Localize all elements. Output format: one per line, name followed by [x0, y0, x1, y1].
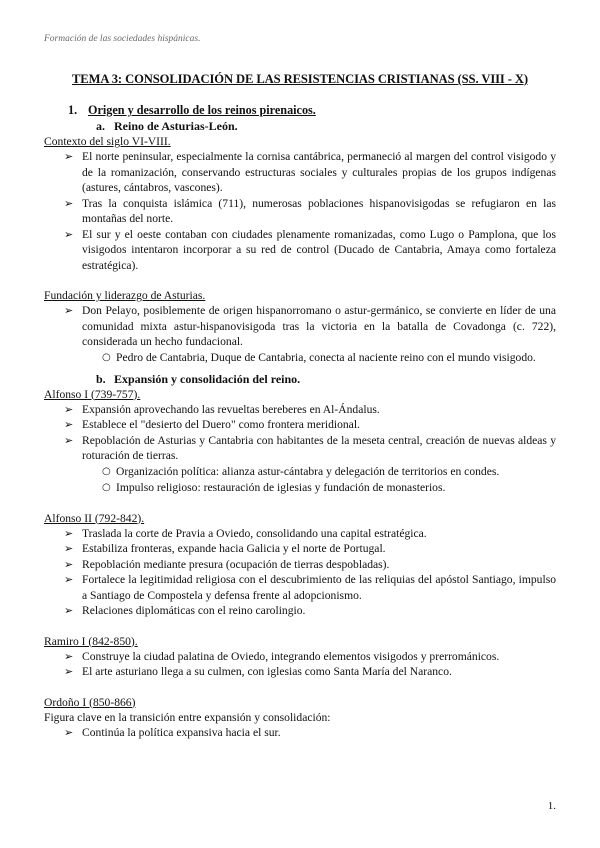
arrow-bullet-icon: ➢: [64, 196, 74, 210]
contexto-list: [44, 149, 556, 273]
arrow-bullet-icon: ➢: [64, 418, 74, 431]
list-item: ➢ Repoblación de Asturias y Cantabria con habitantes de la meseta central, creación de nuevas aldeas y roturación de tierras.: [64, 433, 556, 462]
arrow-bullet-icon: ➢: [64, 557, 74, 571]
list-item: ➢ Repoblación mediante presura (ocupación de tierras despobladas).: [64, 557, 390, 571]
section-heading-1: [68, 102, 556, 118]
circle-bullet-icon: ○: [102, 481, 111, 493]
alfonso-i-sublist: [44, 464, 556, 496]
list-item: ➢ Construye la ciudad palatina de Oviedo, integrando elementos visigodos y prerrománicos.: [64, 649, 500, 663]
list-item: ➢ Establece el "desierto del Duero" como frontera meridional.: [64, 418, 360, 431]
circle-bullet-icon: ○: [102, 465, 111, 477]
heading-alfonso-i: Alfonso I (739-757).: [44, 387, 141, 401]
heading-fundacion: Fundación y liderazgo de Asturias.: [44, 289, 206, 302]
list-item: ➢ Tras la conquista islámica (711), numerosas poblaciones hispanovisigodas se refugiaron en las montañas del norte.: [64, 196, 556, 225]
arrow-bullet-icon: ➢: [64, 542, 74, 555]
page-number: 1.: [547, 800, 556, 812]
arrow-bullet-icon: ➢: [64, 725, 74, 739]
fundacion-sublist: [44, 350, 556, 366]
subsection-number: b.: [96, 371, 106, 386]
circle-bullet-icon: ○: [102, 351, 111, 363]
arrow-bullet-icon: ➢: [64, 665, 74, 678]
arrow-bullet-icon: ➢: [64, 150, 74, 163]
arrow-bullet-icon: ➢: [64, 526, 74, 540]
page-title: TEMA 3: CONSOLIDACIÓN DE LAS RESISTENCIAS CRISTIANAS (SS. VIII - X): [72, 72, 528, 86]
section-title: Origen y desarrollo de los reinos pirenaicos.: [88, 103, 316, 117]
list-item: ➢ Traslada la corte de Pravia a Oviedo, consolidando una capital estratégica.: [64, 526, 427, 540]
list-item: ➢ Fortalece la legitimidad religiosa con el descubrimiento de las reliquias del apóstol Santiago, impulso a Santiago de Compostela y defensa frente al adopcionismo.: [64, 573, 556, 602]
ramiro-i-list: [44, 649, 556, 680]
list-item: ➢ El arte asturiano llega a su culmen, con iglesias como Santa María del Naranco.: [64, 665, 452, 678]
list-item: ➢ Expansión aprovechando las revueltas bereberes en Al-Ándalus.: [64, 402, 380, 416]
sub-list-item: ○ Impulso religioso: restauración de iglesias y fundación de monasterios.: [102, 480, 446, 494]
list-item: ➢ Don Pelayo, posiblemente de origen hispanorromano o astur-germánico, se convierte en líder de una comunidad mixta astur-hispanovisigoda tras la victoria en la batalla de Covadonga (c. 722), considerada un hecho fundacional.: [64, 304, 556, 348]
subsection-title: Reino de Asturias-León.: [114, 119, 238, 133]
list-item: ➢ Estabiliza fronteras, expande hacia Galicia y el norte de Portugal.: [64, 542, 386, 555]
heading-alfonso-ii: Alfonso II (792-842).: [44, 511, 145, 525]
sub-list-item: ○ Pedro de Cantabria, Duque de Cantabria, conecta al naciente reino con el mundo visigodo.: [102, 350, 536, 364]
list-item: ➢ Relaciones diplomáticas con el reino carolingio.: [64, 604, 306, 617]
arrow-bullet-icon: ➢: [64, 227, 74, 241]
subsection-heading-a: [96, 118, 556, 134]
subsection-title: Expansión y consolidación del reino.: [114, 371, 301, 386]
heading-contexto: Contexto del siglo VI-VIII.: [44, 135, 171, 148]
ordono-i-intro: Figura clave en la transición entre expansión y consolidación:: [44, 710, 331, 724]
section-number: 1.: [68, 103, 78, 117]
alfonso-i-list: [44, 402, 556, 464]
ordono-i-list: [44, 725, 556, 741]
list-item: ➢ Continúa la política expansiva hacia el sur.: [64, 725, 281, 739]
arrow-bullet-icon: ➢: [64, 573, 74, 586]
heading-ramiro-i: Ramiro I (842-850).: [44, 634, 138, 648]
running-header: Formación de las sociedades hispánicas.: [44, 34, 201, 44]
alfonso-ii-list: [44, 526, 556, 619]
list-item: ➢ El sur y el oeste contaban con ciudades plenamente romanizadas, como Lugo o Pamplona, que los visigodos intentaron incorporar a su red de control (Ducado de Cantabria, Amaya como fortaleza estratégica).: [64, 227, 556, 272]
arrow-bullet-icon: ➢: [64, 433, 74, 447]
sub-list-item: ○ Organización política: alianza astur-cántabra y delegación de territorios en condes.: [102, 464, 500, 478]
subsection-heading-b: [96, 371, 556, 387]
subsection-number: a.: [96, 119, 105, 133]
document-body: [44, 102, 556, 740]
list-item: ➢ El norte peninsular, especialmente la cornisa cantábrica, permaneció al margen del control visigodo y de la romanización, conservando estructuras sociales y culturales propias de los grupos indígenas (astures, cántabros, vascones).: [64, 150, 556, 194]
arrow-bullet-icon: ➢: [64, 604, 74, 617]
arrow-bullet-icon: ➢: [64, 402, 74, 416]
heading-ordono-i: Ordoño I (850-866): [44, 695, 136, 709]
arrow-bullet-icon: ➢: [64, 649, 74, 663]
arrow-bullet-icon: ➢: [64, 304, 74, 317]
fundacion-list: [44, 303, 556, 350]
